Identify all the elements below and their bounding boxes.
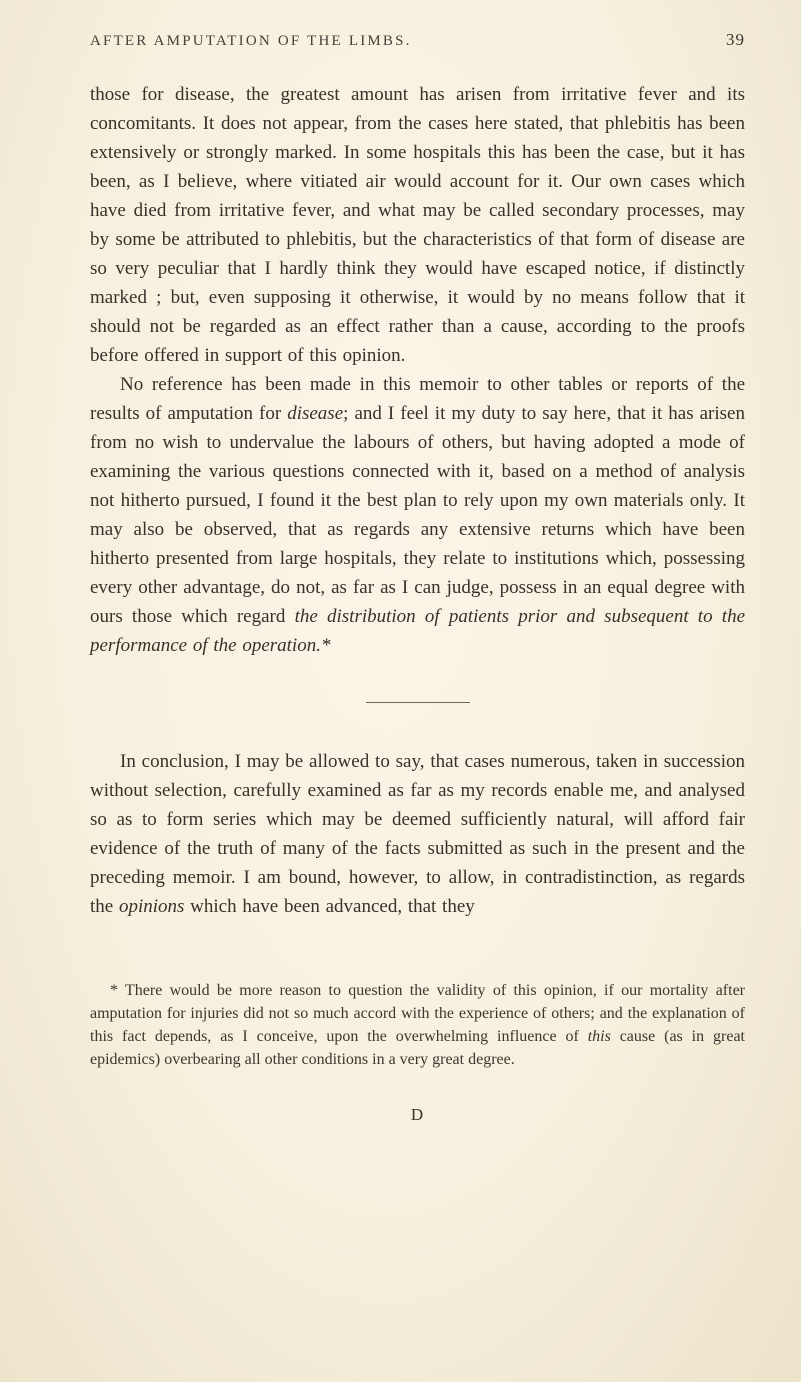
italic-term-this: this: [587, 1028, 611, 1045]
footnote-text: * There would be more reason to question the validity of this opinion, if our mortality after amputation for injuries did not so much accord with the experience of others; and the explanation of this fact depends, as I conceive, upon the overwhelming influence of: [90, 982, 745, 1045]
section-divider: [366, 702, 470, 703]
text-block: [90, 30, 745, 1125]
paragraph-text: ; and I feel it my duty to say here, that it has arisen from no wish to undervalue the labours of others, but having adopted a mode of examining the various questions connected with it, based on a method of analysis not hitherto pursued, I found it the best plan to rely upon my own materials only. It may also be observed, that as regards any extensive returns which have been hitherto presented from large hospitals, they relate to institutions which, possessing every other advantage, do not, as far as I can judge, possess in an equal degree with ours those which regard: [90, 403, 745, 627]
paragraph-irritative-fever: [90, 80, 745, 370]
footnote: [90, 979, 745, 1071]
paragraph-text: In conclusion, I may be allowed to say, that cases numerous, taken in succession without selection, carefully examined as far as my records enable me, and analysed so as to form series which may be deemed sufficiently natural, will afford fair evidence of the truth of many of the facts submitted as such in the present and the preceding memoir. I am bound, however, to allow, in contradistinction, as regards the: [90, 751, 745, 917]
paragraph-text: those for disease, the greatest amount has arisen from irritative fever and its concomitants. It does not appear, from the cases here stated, that phlebitis has been extensively or strongly marked. In some hospitals this has been the case, but it has been, as I believe, where vitiated air would account for it. Our own cases which have died from irritative fever, and what may be called secondary processes, may by some be attributed to phlebitis, but the characteristics of that form of disease are so very peculiar that I hardly think they would have escaped notice, if distinctly marked ; but, even supposing it otherwise, it would by no means follow that it should not be regarded as an effect rather than a cause, according to the proofs before offered in support of this opinion.: [90, 84, 745, 366]
italic-phrase-distribution: the distribution of patients prior and subsequent to the performance of the operation.*: [90, 606, 745, 656]
italic-term-disease: disease: [287, 403, 344, 424]
paragraph-no-reference: [90, 370, 745, 660]
paragraph-conclusion: [90, 747, 745, 921]
italic-term-opinions: opinions: [118, 896, 185, 917]
paragraph-text: which have been advanced, that they: [184, 896, 475, 917]
page-number: 39: [726, 30, 745, 49]
page-header: [90, 30, 745, 50]
running-title: AFTER AMPUTATION OF THE LIMBS.: [90, 33, 412, 49]
signature-mark: D: [410, 1105, 425, 1124]
footnote-text: cause (as in great epidemics) overbearing all other conditions in a very great degree.: [90, 1028, 745, 1068]
paragraph-text: No reference has been made in this memoir to other tables or reports of the results of amputation for: [90, 374, 745, 424]
